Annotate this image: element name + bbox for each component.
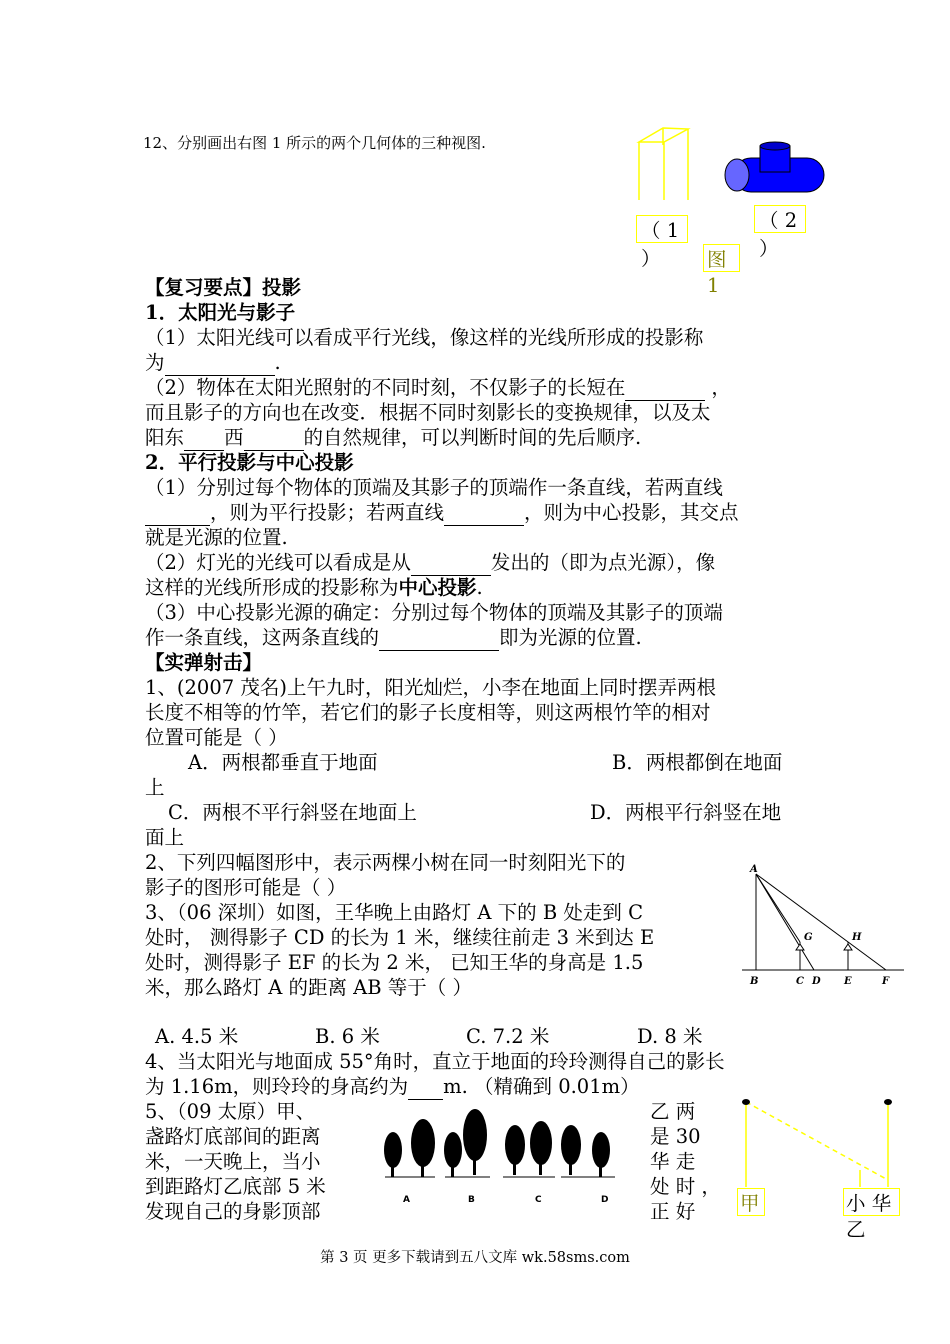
- q1-line3: 位置可能是（ ）: [145, 726, 288, 749]
- q4-line2: 为 1.16m，则玲玲的身高约为 m. （精确到 0.01m）: [145, 1075, 640, 1098]
- q1-option-d-cont: 面上: [145, 826, 185, 849]
- point-label-f: F: [882, 976, 890, 987]
- point-label-e: E: [844, 976, 852, 987]
- q1-option-a: A．两根都垂直于地面: [188, 751, 378, 774]
- blank-1: [165, 351, 275, 376]
- q5-right-3: 华 走: [650, 1150, 696, 1173]
- lamp-label-jia: 甲: [740, 1192, 760, 1215]
- s1-p1-line1: （1）太阳光线可以看成平行光线，像这样的光线所形成的投影称: [145, 326, 704, 349]
- q3-option-c: C. 7.2 米: [466, 1025, 550, 1048]
- s1-p2-line2: 而且影子的方向也在改变．根据不同时刻影长的变换规律，以及太: [145, 401, 711, 424]
- blank-4: [244, 426, 304, 451]
- q4-line1: 4、当太阳光与地面成 55°角时，直立于地面的玲玲测得自己的影长: [145, 1050, 725, 1073]
- fig-label-2-close: ）: [759, 237, 779, 260]
- point-label-h: H: [852, 932, 862, 943]
- tree-label-c: C: [535, 1195, 542, 1205]
- s2-p2-line2: 这样的光线所形成的投影称为中心投影.: [145, 576, 483, 599]
- s1-p2-line3: 阳东 西 的自然规律，可以判断时间的先后顺序.: [145, 426, 642, 449]
- triangular-prism: [639, 128, 688, 200]
- q5-left-2: 盏路灯底部间的距离: [145, 1125, 321, 1148]
- q1-line2: 长度不相等的竹竿，若它们的影子长度相等，则这两根竹竿的相对: [145, 701, 711, 724]
- tree-label-a: A: [403, 1195, 410, 1205]
- s2-p2-line1: （2）灯光的光线可以看成是从 发出的（即为点光源），像: [145, 551, 716, 574]
- s1-p1-line2: 为 .: [145, 351, 281, 374]
- s2-p1-line1: （1）分别过每个物体的顶端及其影子的顶端作一条直线，若两直线: [145, 476, 723, 499]
- q1-option-b-cont: 上: [145, 776, 165, 799]
- s1-p2-line1: （2）物体在太阳光照射的不同时刻，不仅影子的长短在 ，: [145, 376, 731, 399]
- q5-right-2: 是 30: [650, 1125, 701, 1148]
- cylinder-shape: [725, 142, 824, 192]
- tree-label-b: B: [468, 1195, 475, 1205]
- q3-line1: 3、（06 深圳）如图，王华晚上由路灯 A 下的 B 处走到 C: [145, 901, 643, 924]
- figure-caption: 图: [707, 248, 727, 271]
- q5-right-4: 处 时 ，: [650, 1175, 721, 1198]
- s2-p1-line3: 就是光源的位置.: [145, 526, 288, 549]
- figure-caption-number: 1: [707, 274, 720, 297]
- geometry-figure-1: [630, 120, 830, 200]
- review-heading: 【复习要点】投影: [145, 276, 302, 299]
- q2-line1: 2、下列四幅图形中，表示两棵小树在同一时刻阳光下的: [145, 851, 626, 874]
- s2-p1-line2: ，则为平行投影；若两直线 ，则为中心投影，其交点: [145, 501, 739, 526]
- fig-label-1-close: ）: [641, 247, 661, 270]
- trees-figure: [375, 1105, 635, 1215]
- lamp-label-xiaohua: 小 华: [846, 1192, 892, 1215]
- q5-left-5: 发现自己的身影顶部: [145, 1200, 321, 1223]
- q3-line2: 处时， 测得影子 CD 的长为 1 米，继续往前走 3 米到达 E: [145, 926, 655, 949]
- blank-7: [411, 551, 491, 576]
- q5-left-1: 5、（09 太原）甲、: [145, 1100, 316, 1123]
- page-footer: 第 3 页 更多下载请到五八文库 wk.58sms.com: [320, 1250, 630, 1266]
- fig-label-2: （ 2: [759, 209, 798, 232]
- fig-label-1: （ 1: [641, 219, 680, 242]
- two-lamps-figure: [738, 1092, 898, 1192]
- point-label-b: B: [750, 976, 759, 987]
- question-12: 12、分别画出右图 1 所示的两个几何体的三种视图.: [143, 134, 486, 152]
- q2-line2: 影子的图形可能是（ ）: [145, 876, 347, 899]
- q3-option-a: A. 4.5 米: [155, 1025, 239, 1048]
- q1-option-c: C．两根不平行斜竖在地面上: [168, 801, 417, 824]
- s2-p3-line1: （3）中心投影光源的确定：分别过每个物体的顶端及其影子的顶端: [145, 601, 723, 624]
- blank-9: [408, 1075, 443, 1100]
- blank-8: [379, 626, 499, 651]
- q3-line3: 处时，测得影子 EF 的长为 2 米， 已知王华的身高是 1.5: [145, 951, 644, 974]
- q3-option-d: D. 8 米: [637, 1025, 703, 1048]
- q5-left-4: 到距路灯乙底部 5 米: [145, 1175, 326, 1198]
- q1-option-b: B．两根都倒在地面: [612, 751, 783, 774]
- blank-6: [444, 501, 524, 526]
- tree-label-d: D: [601, 1195, 609, 1205]
- point-label-c: C: [796, 976, 804, 987]
- blank-3: [184, 426, 224, 451]
- blank-2: [625, 376, 705, 401]
- street-lamp-shadow-figure: [738, 862, 908, 992]
- point-label-a: A: [750, 864, 758, 875]
- q3-option-b: B. 6 米: [315, 1025, 380, 1048]
- s2-p3-line2: 作一条直线，这两条直线的 即为光源的位置.: [145, 626, 642, 649]
- practice-heading: 【实弹射击】: [145, 651, 263, 674]
- lamp-label-yi: 乙: [846, 1218, 866, 1241]
- q5-left-3: 米，一天晚上，当小: [145, 1150, 321, 1173]
- q1-line1: 1、(2007 茂名)上午九时，阳光灿烂，小李在地面上同时摆弄两根: [145, 676, 716, 699]
- q5-right-5: 正 好: [650, 1200, 696, 1223]
- point-label-d: D: [812, 976, 821, 987]
- point-label-g: G: [804, 932, 813, 943]
- q5-right-1: 乙 两: [650, 1100, 696, 1123]
- section-2-title: 2．平行投影与中心投影: [145, 451, 354, 474]
- q3-line4: 米，那么路灯 A 的距离 AB 等于（ ）: [145, 976, 472, 999]
- section-1-title: 1．太阳光与影子: [145, 301, 296, 324]
- q1-option-d: D．两根平行斜竖在地: [590, 801, 782, 824]
- blank-5: [145, 501, 210, 526]
